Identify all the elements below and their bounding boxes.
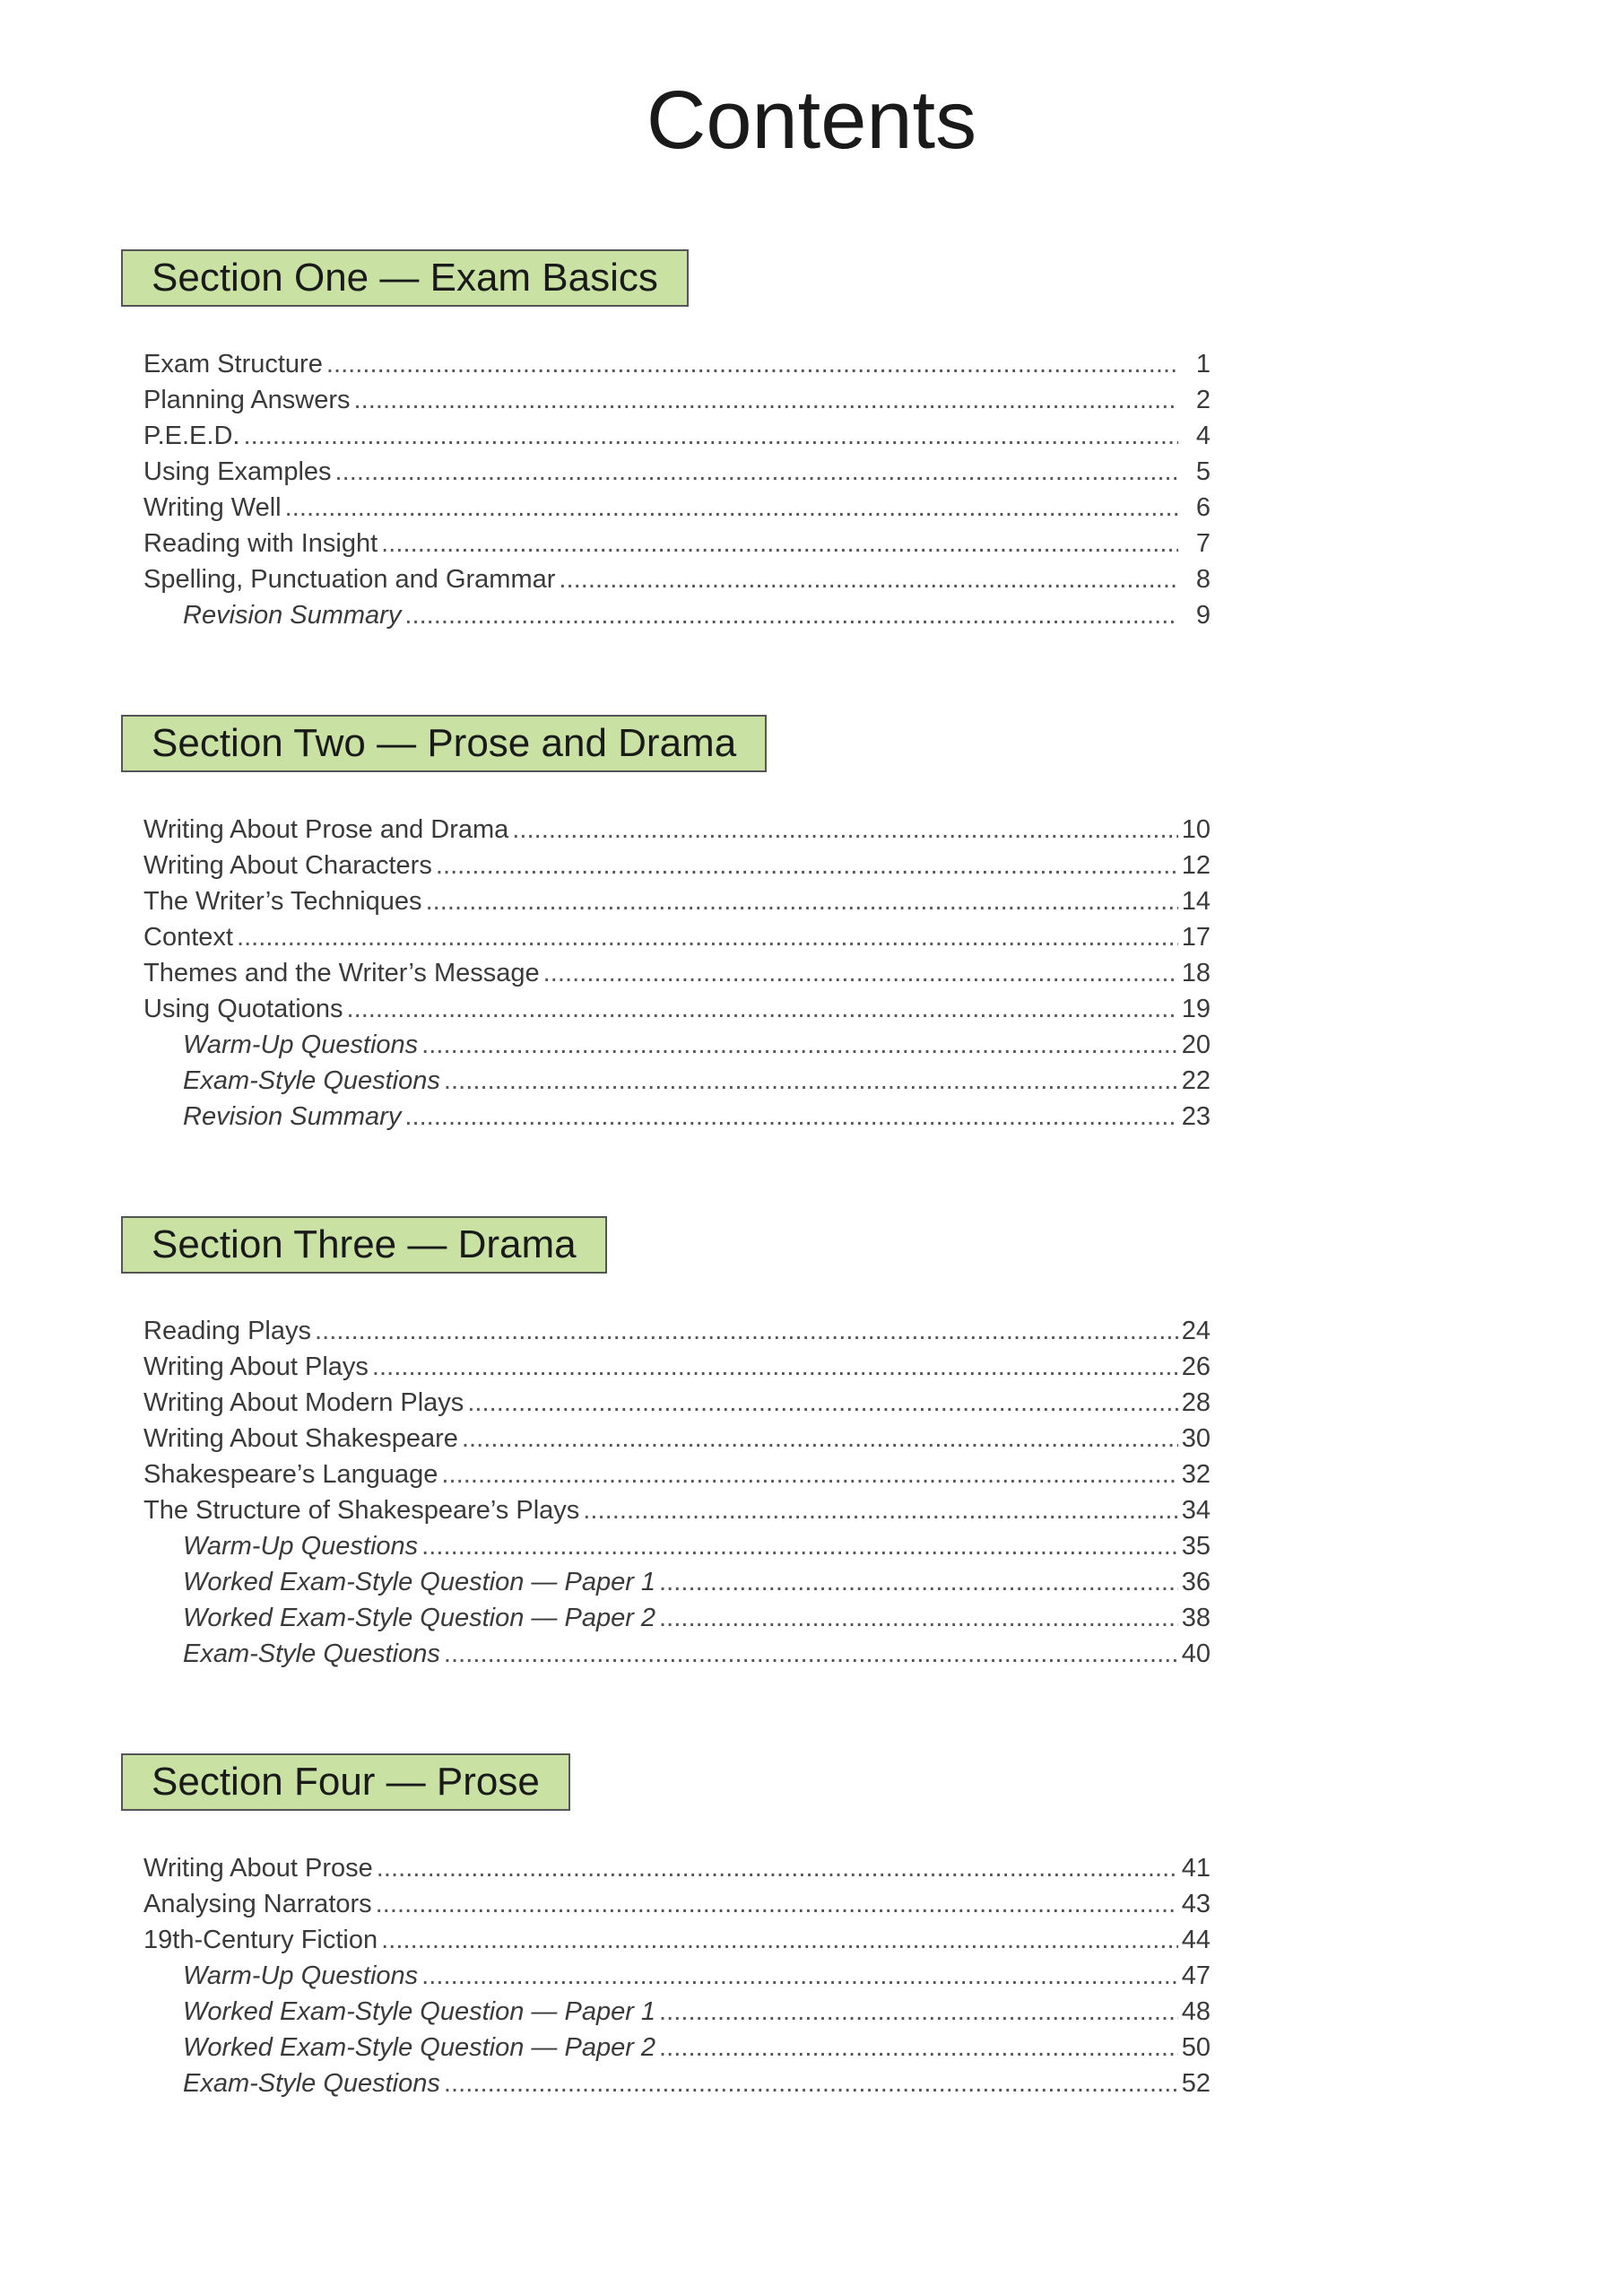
toc-entry-page: 8 bbox=[1195, 565, 1211, 594]
toc-entry-label: Shakespeare’s Language bbox=[143, 1460, 438, 1489]
toc-entry bbox=[143, 883, 1211, 919]
toc-entry-label: Context bbox=[143, 923, 233, 952]
toc-entry-page: 34 bbox=[1181, 1496, 1211, 1525]
toc-entry bbox=[143, 848, 1211, 883]
toc-entry bbox=[143, 418, 1211, 454]
toc-entry-page: 36 bbox=[1181, 1568, 1211, 1596]
toc-entry-page: 30 bbox=[1181, 1424, 1211, 1453]
toc-entry-label: Revision Summary bbox=[183, 601, 402, 630]
toc-entry-label: Exam-Style Questions bbox=[183, 2069, 440, 2098]
toc-entry bbox=[143, 490, 1211, 526]
dot-leader bbox=[659, 1600, 1178, 1636]
toc-entry-page: 1 bbox=[1195, 350, 1211, 378]
toc-entry-page: 28 bbox=[1181, 1388, 1211, 1417]
toc-entry-page: 7 bbox=[1195, 529, 1211, 558]
toc-entry-page: 14 bbox=[1181, 887, 1211, 916]
toc-entry-page: 38 bbox=[1181, 1604, 1211, 1632]
toc-entry-page: 4 bbox=[1195, 422, 1211, 450]
toc-entry-page: 48 bbox=[1181, 1997, 1211, 2026]
toc-entry-label: Planning Answers bbox=[143, 386, 351, 414]
toc-entry-page: 20 bbox=[1181, 1031, 1211, 1059]
toc-entry bbox=[143, 1958, 1211, 1994]
dot-leader bbox=[326, 346, 1178, 382]
toc-entry bbox=[143, 597, 1211, 633]
toc-entry bbox=[143, 1636, 1211, 1672]
dot-leader bbox=[346, 991, 1177, 1027]
toc-entry-page: 43 bbox=[1181, 1890, 1211, 1918]
dot-leader bbox=[436, 848, 1178, 883]
toc-entry-label: Reading Plays bbox=[143, 1317, 311, 1345]
toc-entry bbox=[143, 526, 1211, 561]
toc-entry bbox=[143, 1492, 1211, 1528]
toc-entry-label: Using Examples bbox=[143, 457, 332, 486]
toc-entry-label: Reading with Insight bbox=[143, 529, 378, 558]
dot-leader bbox=[315, 1313, 1178, 1349]
toc-entry-page: 22 bbox=[1181, 1066, 1211, 1095]
toc-entry-page: 41 bbox=[1181, 1854, 1211, 1883]
toc-entry-label: Warm-Up Questions bbox=[183, 1961, 419, 1990]
toc-entry bbox=[143, 561, 1211, 597]
dot-leader bbox=[659, 2030, 1178, 2066]
toc-entry-label: Worked Exam-Style Question — Paper 2 bbox=[183, 2033, 656, 2062]
dot-leader bbox=[243, 418, 1178, 454]
toc-entry-label: Analysing Narrators bbox=[143, 1890, 372, 1918]
toc-entry bbox=[143, 1385, 1211, 1421]
dot-leader bbox=[659, 1994, 1178, 2030]
toc-entry-list bbox=[143, 346, 1211, 633]
dot-leader bbox=[583, 1492, 1177, 1528]
toc-entry-label: Writing Well bbox=[143, 493, 282, 522]
toc-entry bbox=[143, 1850, 1211, 1886]
toc-entry bbox=[143, 1313, 1211, 1349]
toc-entry bbox=[143, 1564, 1211, 1600]
toc-entry bbox=[143, 454, 1211, 490]
dot-leader bbox=[444, 2066, 1178, 2101]
dot-leader bbox=[285, 490, 1178, 526]
toc-entry bbox=[143, 919, 1211, 955]
toc-entry-label: The Writer’s Techniques bbox=[143, 887, 422, 916]
toc-entry-label: Exam-Style Questions bbox=[183, 1066, 440, 1095]
toc-entry bbox=[143, 1600, 1211, 1636]
toc-entry-label: Themes and the Writer’s Message bbox=[143, 959, 540, 987]
toc-entry-list bbox=[143, 1313, 1211, 1672]
dot-leader bbox=[404, 1099, 1177, 1135]
toc-entry-page: 24 bbox=[1181, 1317, 1211, 1345]
dot-leader bbox=[441, 1457, 1177, 1492]
toc-entry-label: Warm-Up Questions bbox=[183, 1532, 419, 1561]
toc-entry-label: Worked Exam-Style Question — Paper 2 bbox=[183, 1604, 656, 1632]
dot-leader bbox=[335, 454, 1178, 490]
toc-entry-label: Writing About Characters bbox=[143, 851, 432, 880]
dot-leader bbox=[381, 1922, 1178, 1958]
toc-entry-label: P.E.E.D. bbox=[143, 422, 240, 450]
toc-entry-label: Writing About Plays bbox=[143, 1352, 369, 1381]
toc-entry-page: 2 bbox=[1195, 386, 1211, 414]
toc-entry-label: Exam-Style Questions bbox=[183, 1639, 440, 1668]
toc-entry bbox=[143, 991, 1211, 1027]
toc-entry-page: 52 bbox=[1181, 2069, 1211, 2098]
toc-entry-page: 32 bbox=[1181, 1460, 1211, 1489]
toc-entry-label: Writing About Prose and Drama bbox=[143, 815, 509, 844]
page-title: Contents bbox=[646, 74, 977, 166]
toc-entry-list bbox=[143, 812, 1211, 1135]
dot-leader bbox=[421, 1958, 1178, 1994]
section-heading: Section Four — Prose bbox=[121, 1753, 570, 1811]
toc-entry-label: Warm-Up Questions bbox=[183, 1031, 419, 1059]
toc-entry bbox=[143, 1421, 1211, 1457]
toc-entry-page: 5 bbox=[1195, 457, 1211, 486]
toc-entry bbox=[143, 1528, 1211, 1564]
dot-leader bbox=[444, 1636, 1178, 1672]
toc-entry bbox=[143, 812, 1211, 848]
toc-entry bbox=[143, 1886, 1211, 1922]
section-heading: Section One — Exam Basics bbox=[121, 249, 689, 307]
toc-entry-label: Exam Structure bbox=[143, 350, 323, 378]
toc-entry-label: 19th-Century Fiction bbox=[143, 1926, 378, 1954]
toc-entry bbox=[143, 346, 1211, 382]
toc-entry-label: Worked Exam-Style Question — Paper 1 bbox=[183, 1568, 656, 1596]
section-heading: Section Two — Prose and Drama bbox=[121, 715, 767, 772]
dot-leader bbox=[512, 812, 1177, 848]
toc-entry bbox=[143, 1099, 1211, 1135]
toc-entry-page: 44 bbox=[1181, 1926, 1211, 1954]
toc-entry-page: 18 bbox=[1181, 959, 1211, 987]
toc-entry-label: The Structure of Shakespeare’s Plays bbox=[143, 1496, 580, 1525]
dot-leader bbox=[467, 1385, 1177, 1421]
toc-entry-page: 17 bbox=[1181, 923, 1211, 952]
toc-entry-page: 26 bbox=[1181, 1352, 1211, 1381]
toc-entry bbox=[143, 2066, 1211, 2101]
dot-leader bbox=[462, 1421, 1178, 1457]
toc-entry-page: 35 bbox=[1181, 1532, 1211, 1561]
dot-leader bbox=[404, 597, 1178, 633]
toc-entry-page: 50 bbox=[1181, 2033, 1211, 2062]
dot-leader bbox=[543, 955, 1178, 991]
dot-leader bbox=[237, 919, 1178, 955]
toc-entry-label: Revision Summary bbox=[183, 1102, 402, 1131]
dot-leader bbox=[381, 526, 1178, 561]
toc-entry-label: Using Quotations bbox=[143, 995, 343, 1023]
dot-leader bbox=[421, 1528, 1178, 1564]
dot-leader bbox=[426, 883, 1178, 919]
toc-entry bbox=[143, 1922, 1211, 1958]
toc-entry-label: Worked Exam-Style Question — Paper 1 bbox=[183, 1997, 656, 2026]
dot-leader bbox=[421, 1027, 1178, 1063]
toc-entry-page: 19 bbox=[1181, 995, 1211, 1023]
toc-entry bbox=[143, 382, 1211, 418]
section-heading: Section Three — Drama bbox=[121, 1216, 607, 1274]
dot-leader bbox=[354, 382, 1178, 418]
toc-entry-page: 9 bbox=[1195, 601, 1211, 630]
toc-entry-label: Writing About Modern Plays bbox=[143, 1388, 464, 1417]
toc-entry bbox=[143, 1027, 1211, 1063]
toc-entry-page: 23 bbox=[1181, 1102, 1211, 1131]
dot-leader bbox=[444, 1063, 1178, 1099]
toc-entry bbox=[143, 1063, 1211, 1099]
toc-entry bbox=[143, 1994, 1211, 2030]
toc-entry bbox=[143, 1349, 1211, 1385]
toc-entry-page: 12 bbox=[1181, 851, 1211, 880]
toc-entry-list bbox=[143, 1850, 1211, 2101]
toc-entry-page: 10 bbox=[1181, 815, 1211, 844]
toc-entry bbox=[143, 955, 1211, 991]
toc-entry-label: Spelling, Punctuation and Grammar bbox=[143, 565, 556, 594]
toc-entry-label: Writing About Prose bbox=[143, 1854, 373, 1883]
toc-entry bbox=[143, 1457, 1211, 1492]
toc-entry bbox=[143, 2030, 1211, 2066]
toc-entry-page: 6 bbox=[1195, 493, 1211, 522]
dot-leader bbox=[659, 1564, 1178, 1600]
toc-entry-label: Writing About Shakespeare bbox=[143, 1424, 458, 1453]
dot-leader bbox=[559, 561, 1178, 597]
dot-leader bbox=[377, 1850, 1178, 1886]
toc-entry-page: 47 bbox=[1181, 1961, 1211, 1990]
dot-leader bbox=[372, 1349, 1178, 1385]
toc-entry-page: 40 bbox=[1181, 1639, 1211, 1668]
dot-leader bbox=[376, 1886, 1178, 1922]
